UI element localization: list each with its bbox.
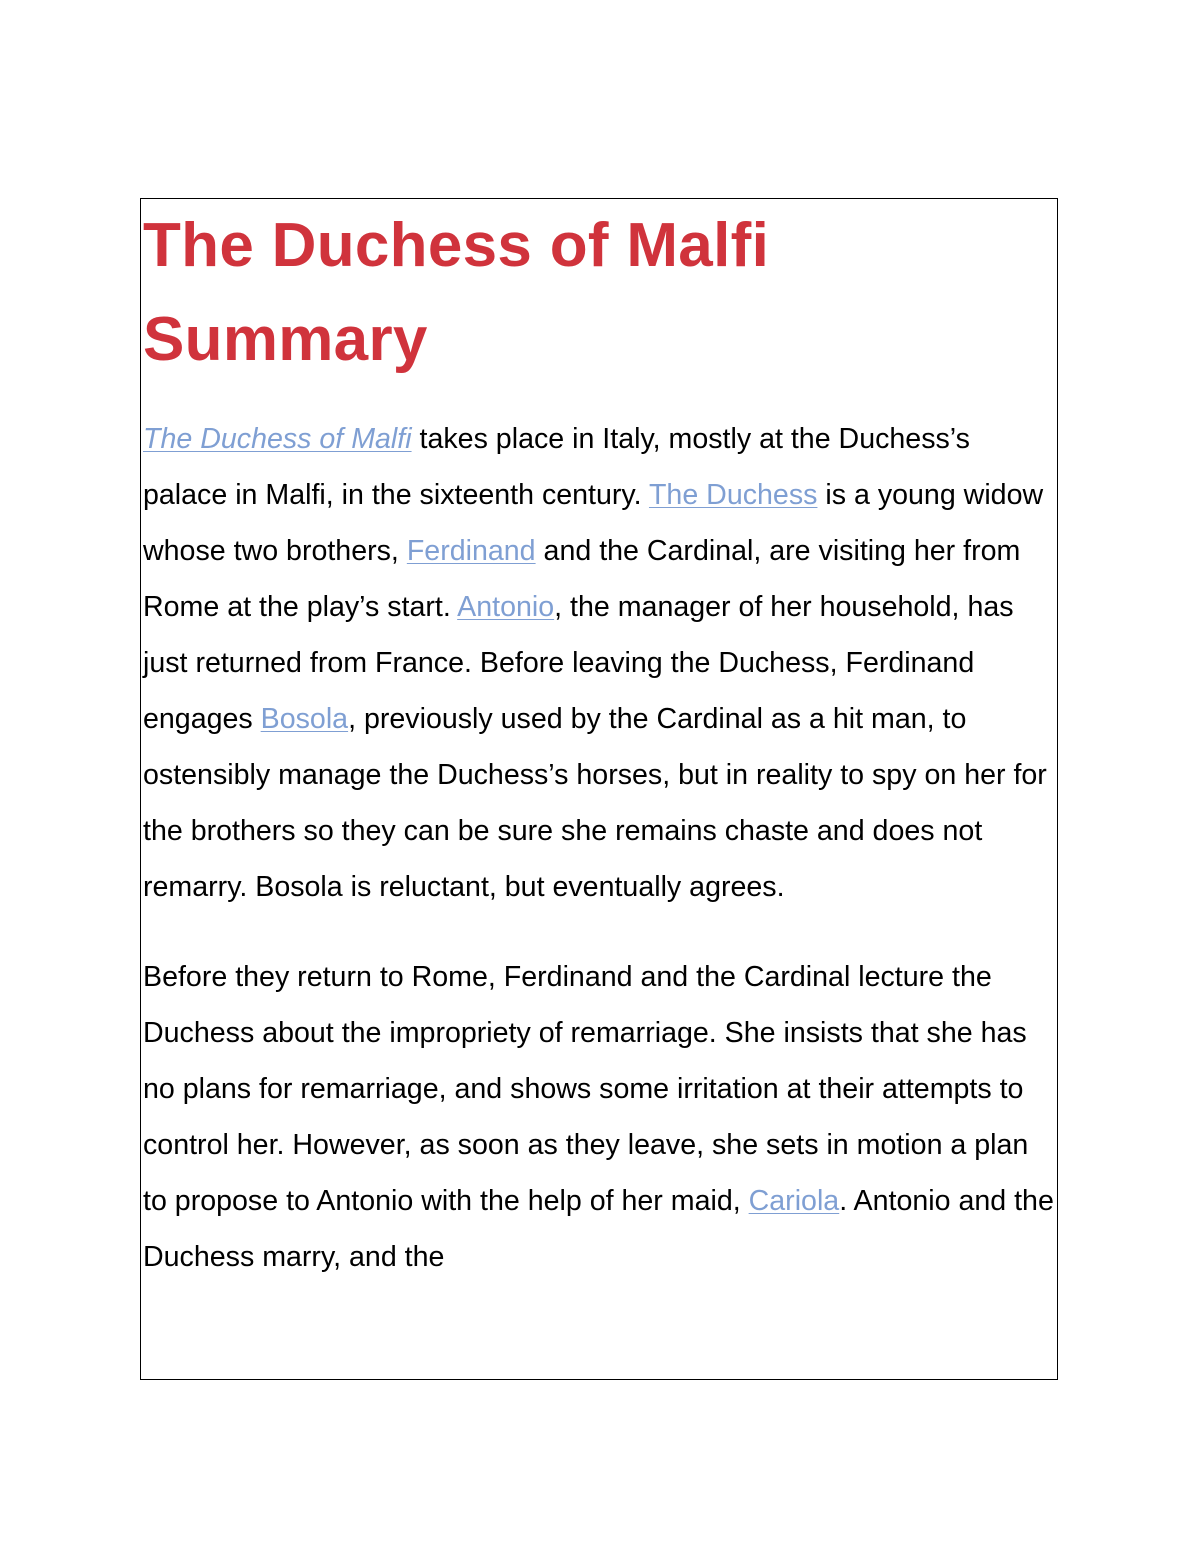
paragraph-text: is a young widow whose two brothers, — [143, 479, 1044, 567]
link-cariola[interactable]: Cariola — [748, 1185, 840, 1217]
link-ferdinand[interactable]: Ferdinand — [406, 535, 536, 567]
paragraph-text: , the manager of her household, has just returned from France. Before leaving the Duchess, Ferdinand engages — [143, 591, 1014, 735]
document-content — [143, 199, 1055, 1285]
link-the-duchess-of-malfi[interactable]: The Duchess of Malfi — [143, 423, 412, 455]
page-title: The Duchess of Malfi Summary — [143, 211, 770, 374]
paragraph-text: Before they return to Rome, Ferdinand and the Cardinal lecture the Duchess about the impropriety of remarriage. She insists that she has no plans for remarriage, and shows some irritation at their attempts to control her. However, as soon as they leave, she sets in motion a plan to propose to Antonio with the help of her maid, — [143, 961, 1029, 1217]
summary-paragraph-1 — [143, 411, 1055, 915]
link-bosola[interactable]: Bosola — [260, 703, 349, 735]
paragraph-text: , previously used by the Cardinal as a hit man, to ostensibly manage the Duchess’s horses, but in reality to spy on her for the brothers so they can be sure she remains chaste and does not remarry. Bosola is reluctant, but eventually agrees. — [143, 703, 1047, 903]
paragraph-text: takes place in Italy, mostly at the Duchess’s palace in Malfi, in the sixteenth century. — [143, 423, 970, 511]
paragraph-text: and the Cardinal, are visiting her from Rome at the play’s start. — [143, 535, 1021, 623]
link-the-duchess[interactable]: The Duchess — [648, 479, 818, 511]
link-antonio[interactable]: Antonio — [457, 591, 555, 623]
summary-paragraph-2 — [143, 949, 1055, 1285]
paragraph-text: . Antonio and the Duchess marry, and the — [143, 1185, 1054, 1273]
page-frame — [140, 198, 1058, 1380]
